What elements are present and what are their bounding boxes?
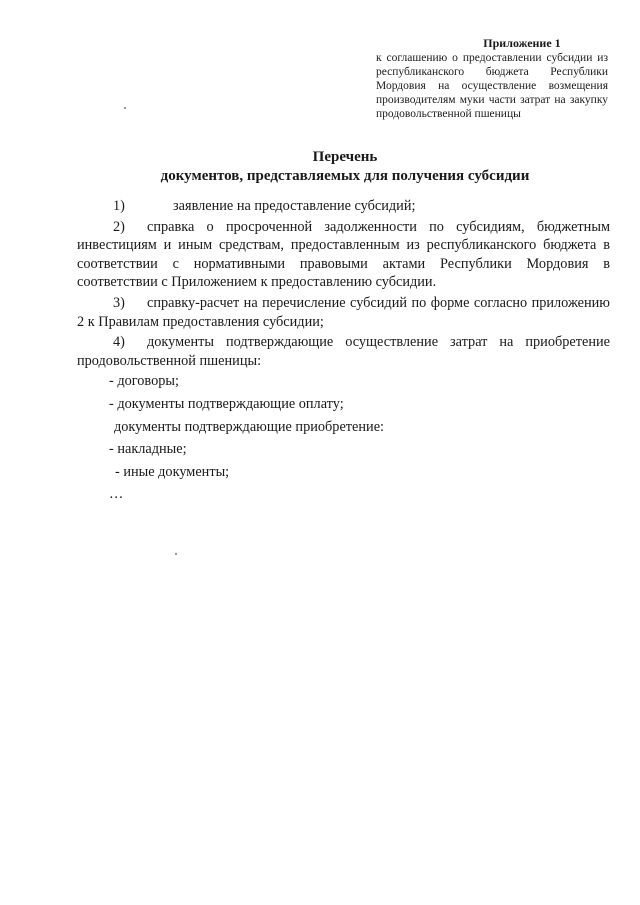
item-number: 1): [113, 198, 125, 214]
list-item: [77, 333, 610, 370]
list-item: [77, 294, 610, 331]
appendix-description: к соглашению о предоставлении субсидии из республиканского бюджета Республики Мордовия на осуществление возмещения производителям муки части затрат на закупку продовольственной пшеницы: [376, 52, 608, 120]
item-number: 2): [113, 218, 125, 235]
document-subtitle: документов, представляемых для получения субсидии: [160, 168, 530, 184]
list-item: [77, 197, 610, 216]
sub-item: - договоры;: [109, 373, 179, 390]
ellipsis: …: [109, 486, 125, 503]
scan-speck: [124, 107, 126, 109]
item-text: документы подтверждающие осуществление затрат на приобретение продовольственной пшеницы:: [77, 334, 610, 369]
sub-item: - иные документы;: [115, 463, 230, 480]
appendix-title: Приложение 1: [483, 36, 561, 50]
item-number: 4): [113, 334, 125, 351]
document-title: Перечень: [312, 149, 378, 165]
sub-item: - документы подтверждающие оплату;: [109, 395, 344, 412]
item-text: заявление на предоставление субсидий;: [173, 198, 416, 214]
appendix-header: [376, 36, 608, 121]
documents-list: [77, 197, 610, 504]
sub-item: документы подтверждающие приобретение:: [114, 418, 385, 435]
list-item: [77, 218, 610, 292]
item-number: 3): [113, 294, 125, 311]
sub-item: - накладные;: [109, 441, 187, 458]
item-text: справка о просроченной задолженности по субсидиям, бюджетным инвестициям и иным средствам, предоставленным из республиканского бюджета в соответствии с нормативными правовыми актами Республики Мордовия в соответствии с Приложением к предоставлению субсидии.: [77, 218, 610, 291]
item-text: справку-расчет на перечисление субсидий по форме согласно приложению 2 к Правилам предоставления субсидии;: [77, 294, 610, 330]
scan-speck: [175, 553, 177, 555]
